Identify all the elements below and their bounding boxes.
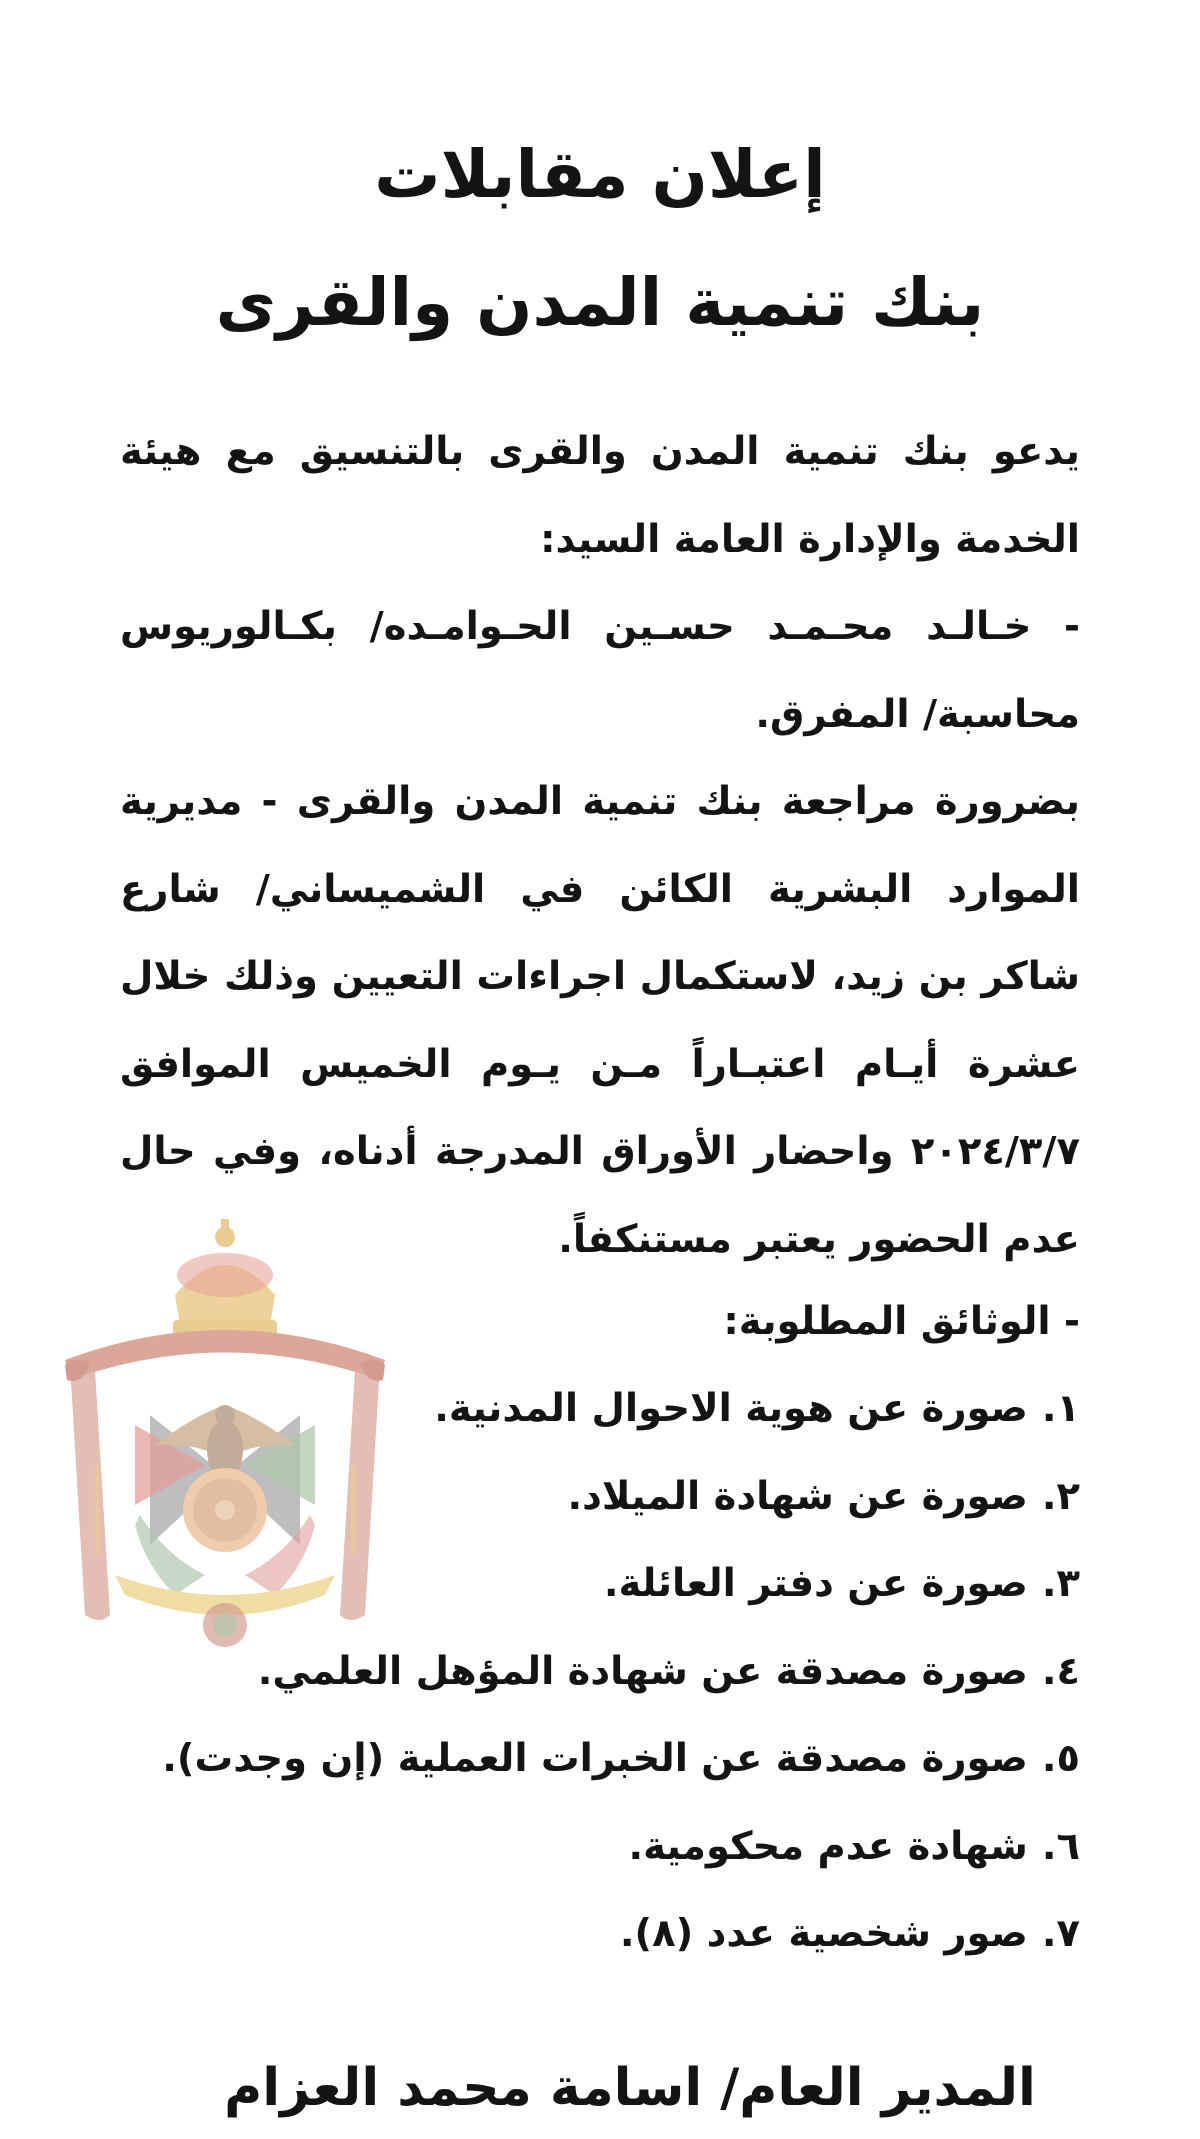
document-item <box>120 1628 1080 1716</box>
intro-paragraph: يدعو بنك تنمية المدن والقرى بالتنسيق مع هيئة الخدمة والإدارة العامة السيد: <box>120 429 1080 562</box>
document-item <box>120 1890 1080 1978</box>
document-text: صورة مصدقة عن الخبرات العملية (إن وجدت). <box>162 1736 1028 1781</box>
announcement-body <box>120 408 1080 1283</box>
candidate-line: - خـالـد محـمـد حسـين الحـوامـده/ بكـالوريوس محاسبة/ المفرق. <box>120 604 1080 737</box>
organization-name: بنك تنمية المدن والقرى <box>215 264 985 341</box>
document-number: ١. <box>1041 1386 1080 1431</box>
document-item <box>120 1365 1080 1453</box>
document-item <box>120 1540 1080 1628</box>
document-text: صورة عن هوية الاحوال المدنية. <box>434 1386 1028 1431</box>
document-text: صورة عن دفتر العائلة. <box>603 1561 1028 1606</box>
document-item <box>120 1803 1080 1891</box>
document-number: ٤. <box>1041 1648 1080 1694</box>
document-number: ٢. <box>1041 1473 1080 1519</box>
documents-list <box>120 1365 1080 1978</box>
document-number: ٧. <box>1041 1911 1080 1956</box>
document-text: صورة عن شهادة الميلاد. <box>567 1473 1028 1519</box>
document-item <box>120 1715 1080 1803</box>
document-text: شهادة عدم محكومية. <box>628 1823 1028 1869</box>
document-number: ٦. <box>1041 1823 1080 1869</box>
instructions-paragraph: بضرورة مراجعة بنك تنمية المدن والقرى - مديرية الموارد البشرية الكائن في الشميساني/ شارع شاكر بن زيد، لاستكمال اجراءات التعيين وذلك خلال عشرة أيـام اعتبـاراً مـن يـوم الخميس الموافق ٢٠٢٤/٣/٧ واحضار الأوراق المدرجة أدناه، وفي حال عدم الحضور يعتبر مستنكفاً. <box>120 779 1080 1262</box>
document-item <box>120 1453 1080 1541</box>
document-number: ٥. <box>1041 1736 1080 1781</box>
document-number: ٣. <box>1041 1561 1080 1606</box>
document-text: صورة مصدقة عن شهادة المؤهل العلمي. <box>257 1648 1028 1694</box>
document-text: صور شخصية عدد (٨). <box>619 1911 1028 1956</box>
crown-icon <box>173 1219 277 1338</box>
signature-line: المدير العام/ اسامة محمد العزام <box>224 2058 1036 2118</box>
documents-heading: - الوثائق المطلوبة: <box>723 1299 1080 1344</box>
announcement-title: إعلان مقابلات <box>374 136 826 213</box>
